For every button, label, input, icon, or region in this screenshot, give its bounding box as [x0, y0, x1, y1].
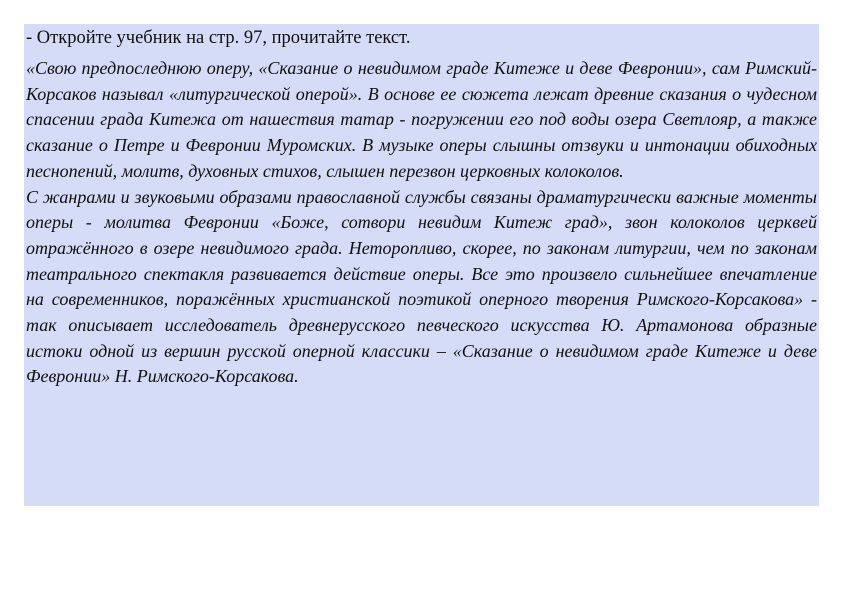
- paragraph-2: С жанрами и звуковыми образами православной службы связаны драматургически важные моменты оперы - молитва Февронии «Боже, сотвори невидим Китеж град», звон колоколов церквей отражённого в озере невидимого града. Неторопливо, скорее, по законам литургии, чем по законам театрального спектакля развивается действие оперы. Все это произвело сильнейшее впечатление на современников, поражённых христианской поэтикой оперного творения Римского-Корсакова» - так описывает исследователь древнерусского певческого искусства Ю. Артамонова образные истоки одной из вершин русской оперной классики – «Сказание о невидимом граде Китеже и деве Февронии» Н. Римского-Корсакова.: [26, 186, 817, 387]
- text-box: [24, 24, 819, 506]
- instruction-text: - Откройте учебник на стр. 97, прочитайте текст.: [26, 28, 411, 48]
- paragraph-1: «Свою предпоследнюю оперу, «Сказание о невидимом граде Китеже и деве Февронии», сам Римский-Корсаков называл «литургической оперой». В основе ее сюжета лежат древние сказания о чудесном спасении града Китежа от нашествия татар - погружении его под воды озера Светлояр, а также сказание о Петре и Февронии Муромских. В музыке оперы слышны отзвуки и интонации обиходных песнопений, молитв, духовных стихов, слышен перезвон церковных колоколов.: [26, 58, 817, 181]
